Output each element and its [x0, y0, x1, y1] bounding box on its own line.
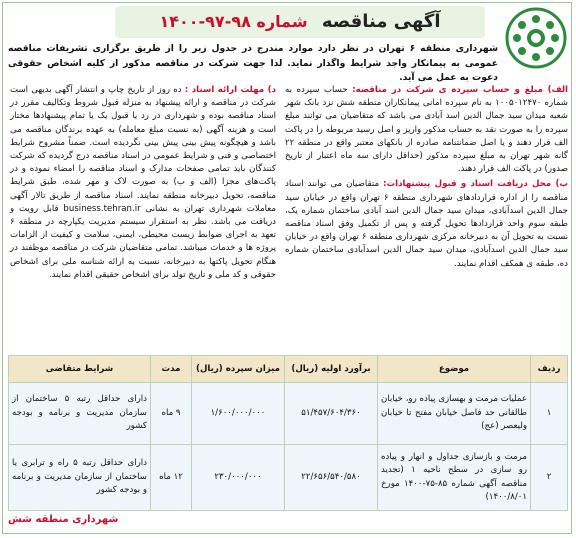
cell-subject: مرمت و بازسازی جداول و انهار و پیاده رو سازی در سطح ناحیه ۱ (تجدید مناقصه آگهی شماره ۸۵-۷۵-۱۴۰۰ مورخ ۱۴۰۰/۸/۰۱) — [378, 445, 531, 511]
section-a-title: الف) مبلغ و حساب سپرده ی شرکت در مناقصه: — [352, 85, 568, 95]
cell-duration: ۹ ماه — [151, 383, 192, 445]
notice-title-box — [115, 6, 485, 38]
notice-title: آگهی مناقصه — [321, 11, 441, 32]
header-requirements: شرایط متقاضی — [9, 356, 151, 383]
cell-estimate: ۲۲/۶۵۶/۵۴۰/۵۸۰ — [285, 445, 378, 511]
cell-deposit: ۱/۶۰۰/۰۰۰/۰۰۰ — [192, 383, 285, 445]
cell-requirements: دارای حداقل رتبه ۵ راه و ترابری یا ساختمان از سازمان مدیریت و برنامه و بودجه کشور — [9, 445, 151, 511]
cell-deposit: ۲۳۰/۰۰۰/۰۰۰ — [192, 445, 285, 511]
left-column — [10, 84, 276, 284]
cell-estimate: ۵۱/۴۵۷/۶۰۴/۳۶۰ — [285, 383, 378, 445]
tender-table — [8, 355, 568, 511]
header-deposit: میزان سپرده (ریال) — [192, 356, 285, 383]
header-row-number: ردیف — [531, 356, 568, 383]
section-b-text: متقاضیان می توانند اسناد مناقصه را از اداره قراردادهای شهرداری منطقه ۶ تهران واقع در خیابان سید جمال الدین اسدآبادی، میدان سید جمال الدین اسد آبادی ساختمان شماره یک، طبقه سوم واحد قراردادها تحویل گرفته و پس از تکمیل وفق اسناد مناقصه نسبت به تحویل آن به دبیرخانه مرکزی شهرداری منطقه ۶ تهران واقع در خیابان سید جمال الدین اسدآبادی، میدان سید جمال الدین اسدآبادی ساختمان شماره ده، طبقه ی همکف اقدام نمایند. — [285, 179, 569, 269]
header-estimate: برآورد اولیه (ریال) — [285, 356, 378, 383]
header-subject: موضوع — [378, 356, 531, 383]
municipality-logo — [504, 6, 568, 70]
section-d-text: ده روز از تاریخ چاپ و انتشار آگهی بدیهی است شرکت در مناقصه و ارائه پیشنهاد به منزله قبول شروط وتکالیف مقرر در اسناد مناقصه بوده و شهرداری در رد یا قبول یک یا تمام پیشنهادها مختار است و هزینه آگهی (به نسبت مبلغ معامله) به عهده برندگان مناقصه می باشد و هیچگونه پیش بینی پیش بینی نگردیده است. ضمناً مشروح شرایط اختصاصی و فنی و شرایط عمومی در اسناد مناقصه درج گردیده که شرکت کنندگان باید تمامی صفحات مدارک و اسناد مناقصه را امضاء نموده و در پاکت‌های مجزا (الف و ب) به صورت لاک و مهر شده، طبق شرایط مناقصه، تحویل دبیرخانه منطقه نمایند. اسناد مناقصه از طریق تالار آگهی معاملات شهرداری تهران به نشانی business.tehran.ir قابل رویت و دریافت می باشد. نظر به استقرار سیستم مدیریت یکپارچه در منطقه ۶ تعهد به اجرای ضوابط زیست محیطی، ایمنی، سلامت و کیفیت از الزامات پروژه ها و خدمات میباشد. تمامی متقاضیان شرکت در مناقصه موظفند در هنگام تحویل پاکتها به دبیرخانه، نسبت به ارائه شناسه ملی برای اشخاص حقوقی و کد ملی و تاریخ تولد برای اشخاص حقیقی اقدام نمایند. — [10, 85, 276, 280]
table-header-row — [9, 356, 568, 383]
table-row — [9, 445, 568, 511]
cell-row-number: ۱ — [531, 383, 568, 445]
cell-requirements: دارای حداقل رتبه ۵ ساختمان از سازمان مدیریت و برنامه و بودجه کشور — [9, 383, 151, 445]
section-d-title: د) مهلت ارائه اسناد : — [184, 85, 277, 95]
section-a-text: حساب سپرده به شماره ۱۰۰۵۰۱۲۴۷۰ به نام سپرده امانی پیمانکاران منطقه شش نزد بانک شهر شعبه میدان سید جمال الدین اسد آبادی می باشد که متقاضیان می توانند مبلغ سپرده را به صورت نقد به حساب مذکور واریز و اصل رسید مربوطه را در پاکت الف قرار دهند و یا اصل ضمانتنامه صادره از بانکهای معتبر واقع در منطقه ۲۲ گانه شهر تهران به مبلغ سپرده مذکور (حداقل دارای سه ماه اعتبار از تاریخ صدور) در پاکت الف قرار دهند. — [285, 85, 568, 175]
cell-duration: ۱۲ ماه — [151, 445, 192, 511]
table-row — [9, 383, 568, 445]
notice-number: شماره ۹۸-۹۷-۱۴۰۰ — [159, 12, 308, 31]
intro-text: شهرداری منطقه ۶ تهران در نظر دارد موارد مندرج در جدول زیر را از طریق برگزاری تشریفات مناقصه عمومی به پیمانکار واجد شرایط واگذار نماید. لذا جهت شرکت در مناقصه مذکور از کلیه اشخاص حقوقی دعوت به عمل می آید. — [8, 43, 498, 83]
cell-row-number: ۲ — [531, 445, 568, 511]
footer-signature: شهرداری منطقه شش — [8, 514, 119, 525]
right-column — [285, 84, 568, 273]
cell-subject: عملیات مرمت و بهسازی پیاده رو، خیابان طالقانی حد فاصل خیابان مفتح تا خیابان ولیعصر (عج) — [378, 383, 531, 445]
header-duration: مدت — [151, 356, 192, 383]
section-b-title: ب) محل دریافت اسناد و قبول پیشنهادات: — [383, 179, 569, 190]
